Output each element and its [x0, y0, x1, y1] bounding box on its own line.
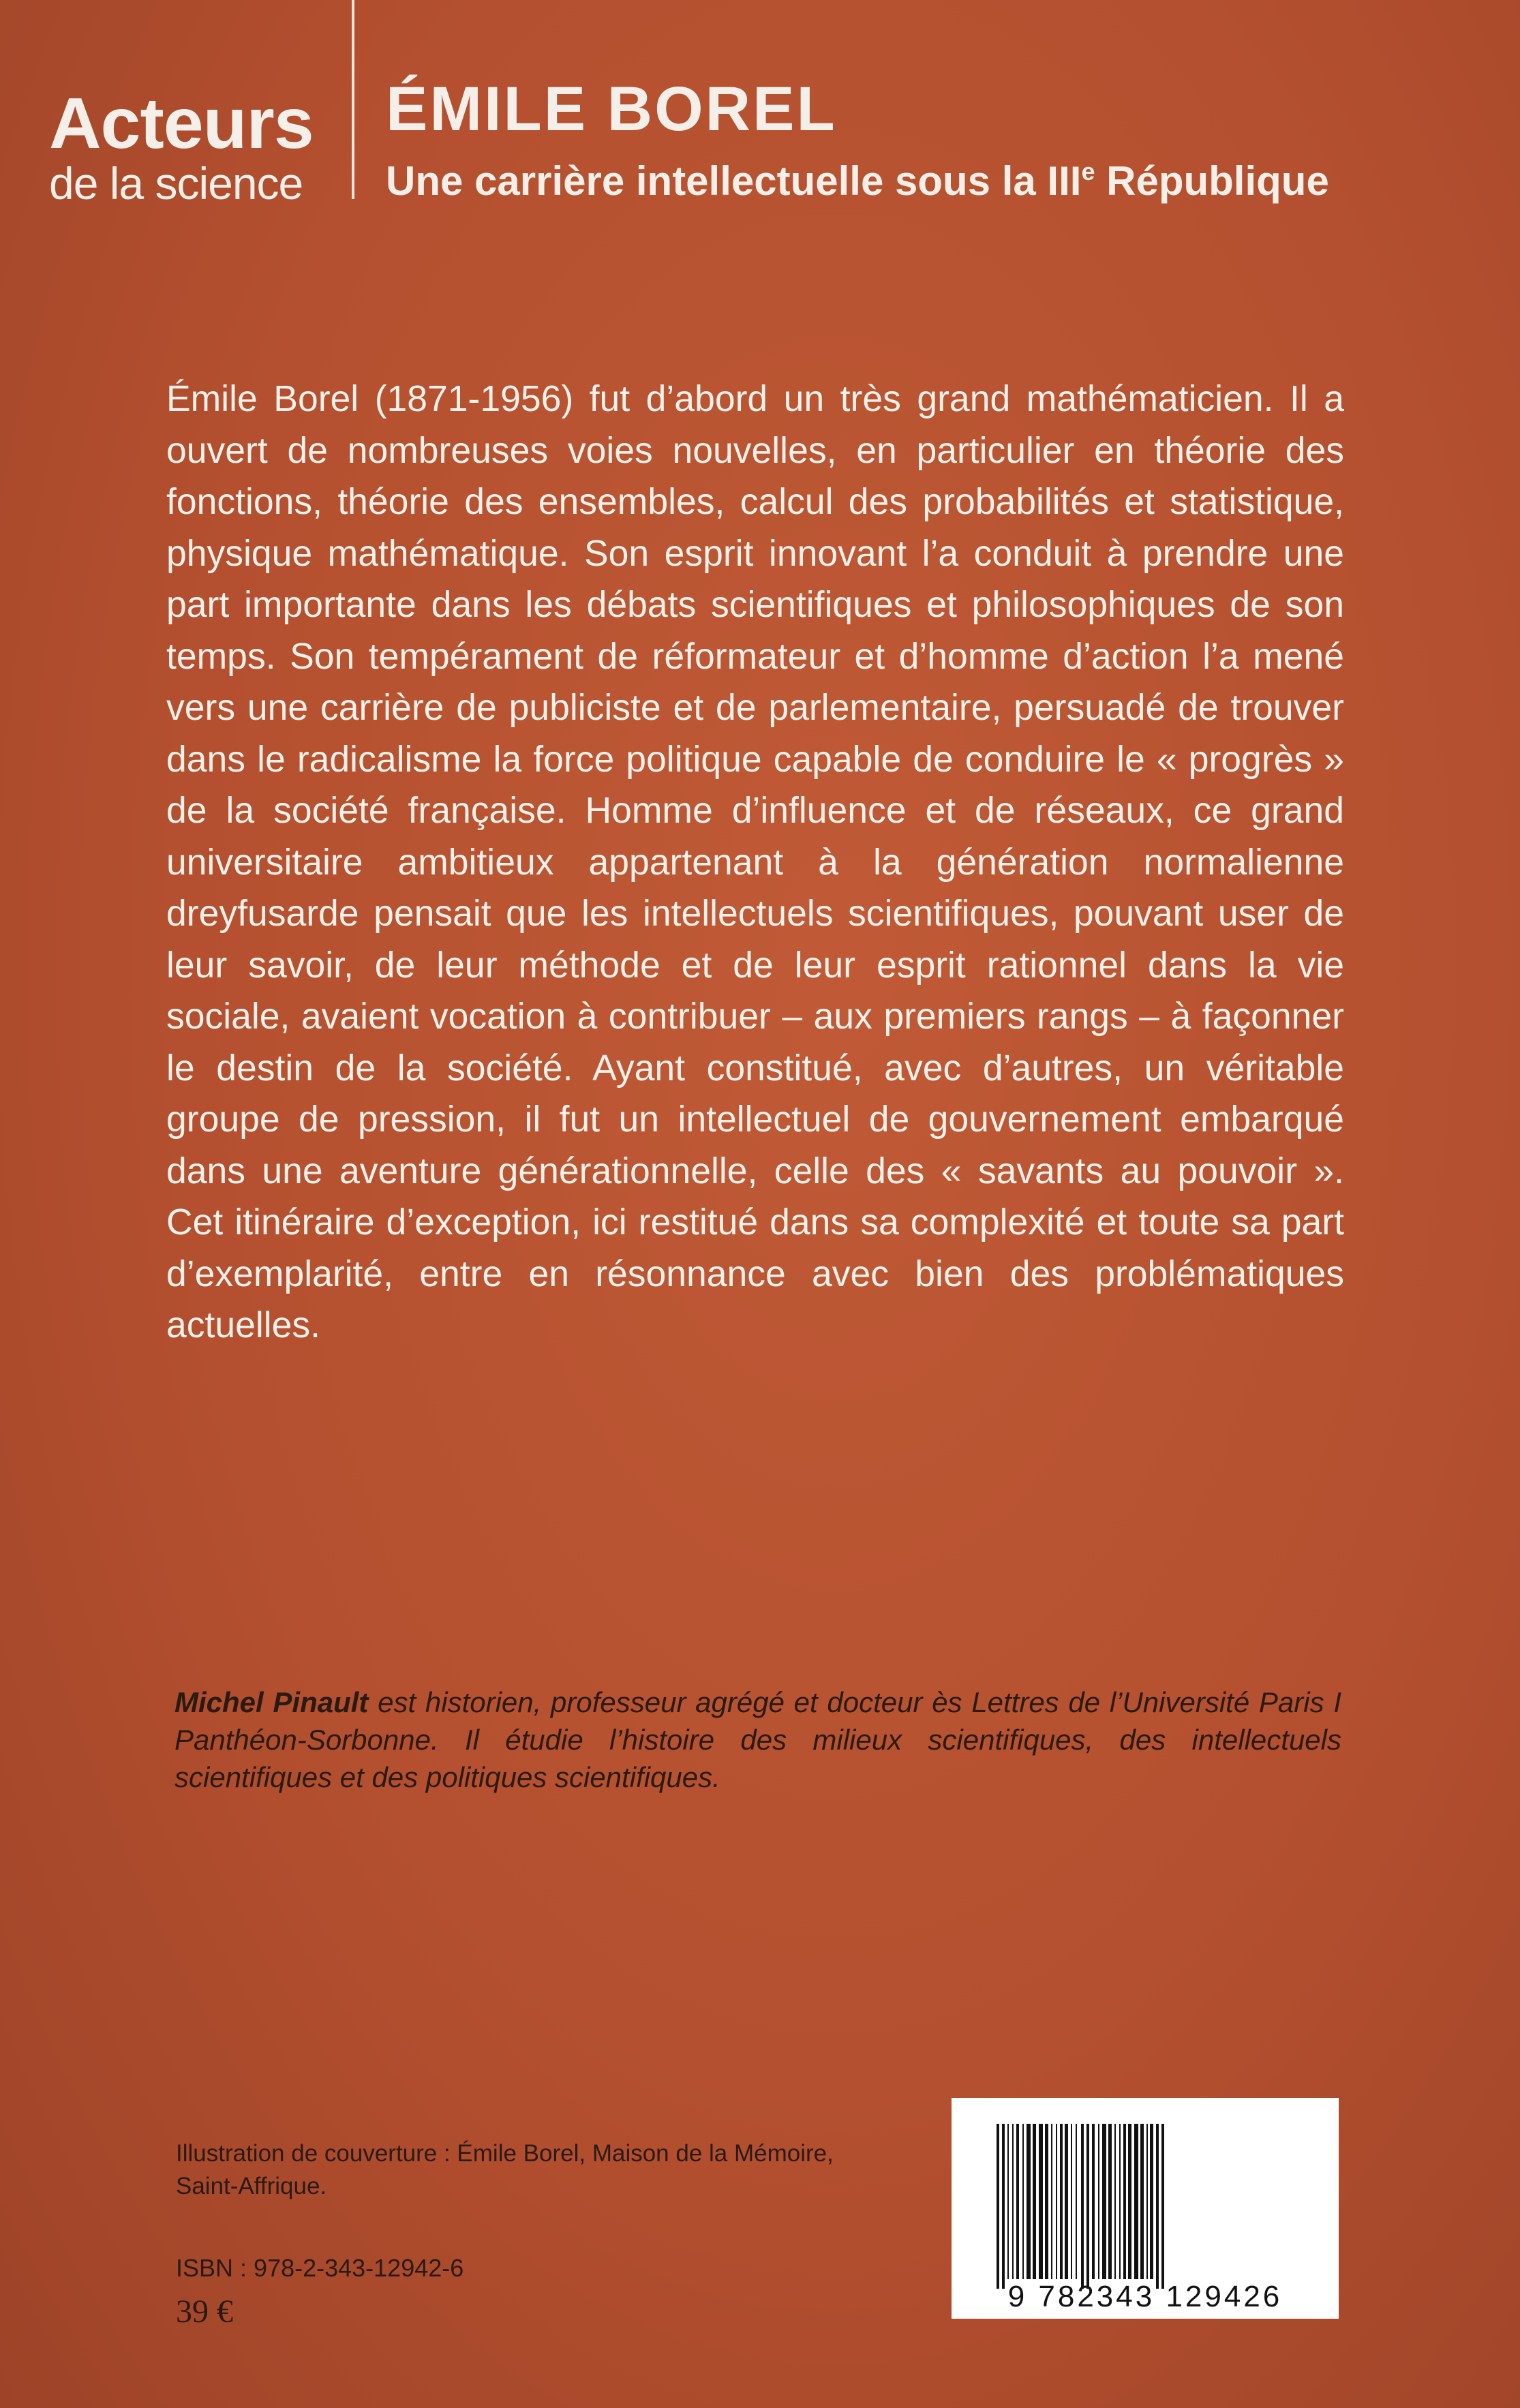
- barcode-bar: [1146, 2124, 1148, 2279]
- subtitle-main: Une carrière intellectuelle sous la III: [386, 158, 1082, 204]
- author-bio: [174, 1683, 1341, 1796]
- barcode-bar: [1071, 2124, 1072, 2279]
- barcode-bar: [1098, 2124, 1099, 2279]
- barcode-bar: [1102, 2124, 1106, 2279]
- book-title: ÉMILE BOREL: [386, 74, 837, 144]
- barcode-bar: [1108, 2124, 1112, 2279]
- barcode-bar: [1076, 2124, 1077, 2279]
- isbn: ISBN : 978-2-343-12942-6: [176, 2254, 464, 2282]
- barcode: [952, 2098, 1339, 2319]
- barcode-digits: 9 782343 129426: [1007, 2280, 1283, 2313]
- barcode-bar: [1007, 2124, 1009, 2279]
- price: 39 €: [176, 2293, 233, 2330]
- barcode-bar: [1114, 2124, 1116, 2279]
- author-bio-text: est historien, professeur agrégé et docteur ès Lettres de l’Université Paris I Panthéon-Sorbonne. Il étudie l’histoire des milieux scientifiques, des intellectuels scientifiques et des politiques scientifiques.: [174, 1686, 1341, 1793]
- barcode-bar: [1022, 2124, 1024, 2279]
- barcode-bar: [1039, 2124, 1043, 2279]
- author-name: Michel Pinault: [174, 1686, 369, 1718]
- barcode-bar: [1016, 2124, 1019, 2279]
- barcode-bar: [1002, 2124, 1005, 2289]
- header-divider: [352, 0, 354, 199]
- barcode-bar: [1060, 2124, 1063, 2279]
- barcode-bar: [1081, 2124, 1084, 2289]
- barcode-bar: [1128, 2124, 1131, 2279]
- barcode-bar: [1156, 2124, 1159, 2289]
- credit-line1: Illustration de couverture : Émile Borel, Maison de la Mémoire,: [176, 2140, 834, 2167]
- series-name-line1: Acteurs: [49, 83, 314, 164]
- barcode-bar: [997, 2124, 999, 2289]
- barcode-bar: [1092, 2124, 1095, 2279]
- barcode-bar: [1086, 2124, 1089, 2289]
- book-blurb: Émile Borel (1871-1956) fut d’abord un très grand mathématicien. Il a ouvert de nombreuses voies nouvelles, en particulier en théorie des fonctions, théorie des ensembles, calcul des probabilités et statistique, physique mathématique. Son esprit innovant l’a conduit à prendre une part importante dans les débats scientifiques et philosophiques de son temps. Son tempérament de réformateur et d’homme d’action l’a mené vers une carrière de publiciste et de parlementaire, persuadé de trouver dans le radicalisme la force politique capable de conduire le « progrès » de la société française. Homme d’influence et de réseaux, ce grand universitaire ambitieux appartenant à la génération normalienne dreyfusarde pensait que les intellectuels scientifiques, pouvant user de leur savoir, de leur méthode et de leur esprit rationnel dans la vie sociale, avaient vocation à contribuer – aux premiers rangs – à façonner le destin de la société. Ayant constitué, avec d’autres, un véritable groupe de pression, il fut un intellectuel de gouvernement embarqué dans une aventure générationnelle, celle des « savants au pouvoir ». Cet itinéraire d’exception, ici restitué dans sa complexité et toute sa part d’exemplarité, entre en résonnance avec bien des problématiques actuelles.: [166, 379, 1344, 1345]
- barcode-bar: [1051, 2124, 1052, 2279]
- cover-illustration-credit: [176, 2137, 960, 2203]
- barcode-bar: [1150, 2124, 1153, 2279]
- barcode-bar: [1045, 2124, 1048, 2279]
- barcode-bar: [1056, 2124, 1057, 2279]
- barcode-bar: [1027, 2124, 1031, 2279]
- series-name-line2: de la science: [49, 158, 303, 209]
- barcode-bar: [1033, 2124, 1036, 2279]
- barcode-bar: [1161, 2124, 1164, 2289]
- credit-line2: Saint-Affrique.: [176, 2173, 327, 2199]
- barcode-bar: [1123, 2124, 1126, 2279]
- barcode-bar: [1012, 2124, 1014, 2279]
- barcode-bar: [1134, 2124, 1138, 2279]
- subtitle-superscript: e: [1081, 157, 1095, 185]
- series-logo: [49, 83, 335, 209]
- subtitle-end: République: [1095, 158, 1329, 204]
- barcode-bar: [1065, 2124, 1068, 2279]
- barcode-bar: [1140, 2124, 1144, 2279]
- barcode-bar: [1119, 2124, 1121, 2279]
- book-subtitle: [386, 157, 1490, 204]
